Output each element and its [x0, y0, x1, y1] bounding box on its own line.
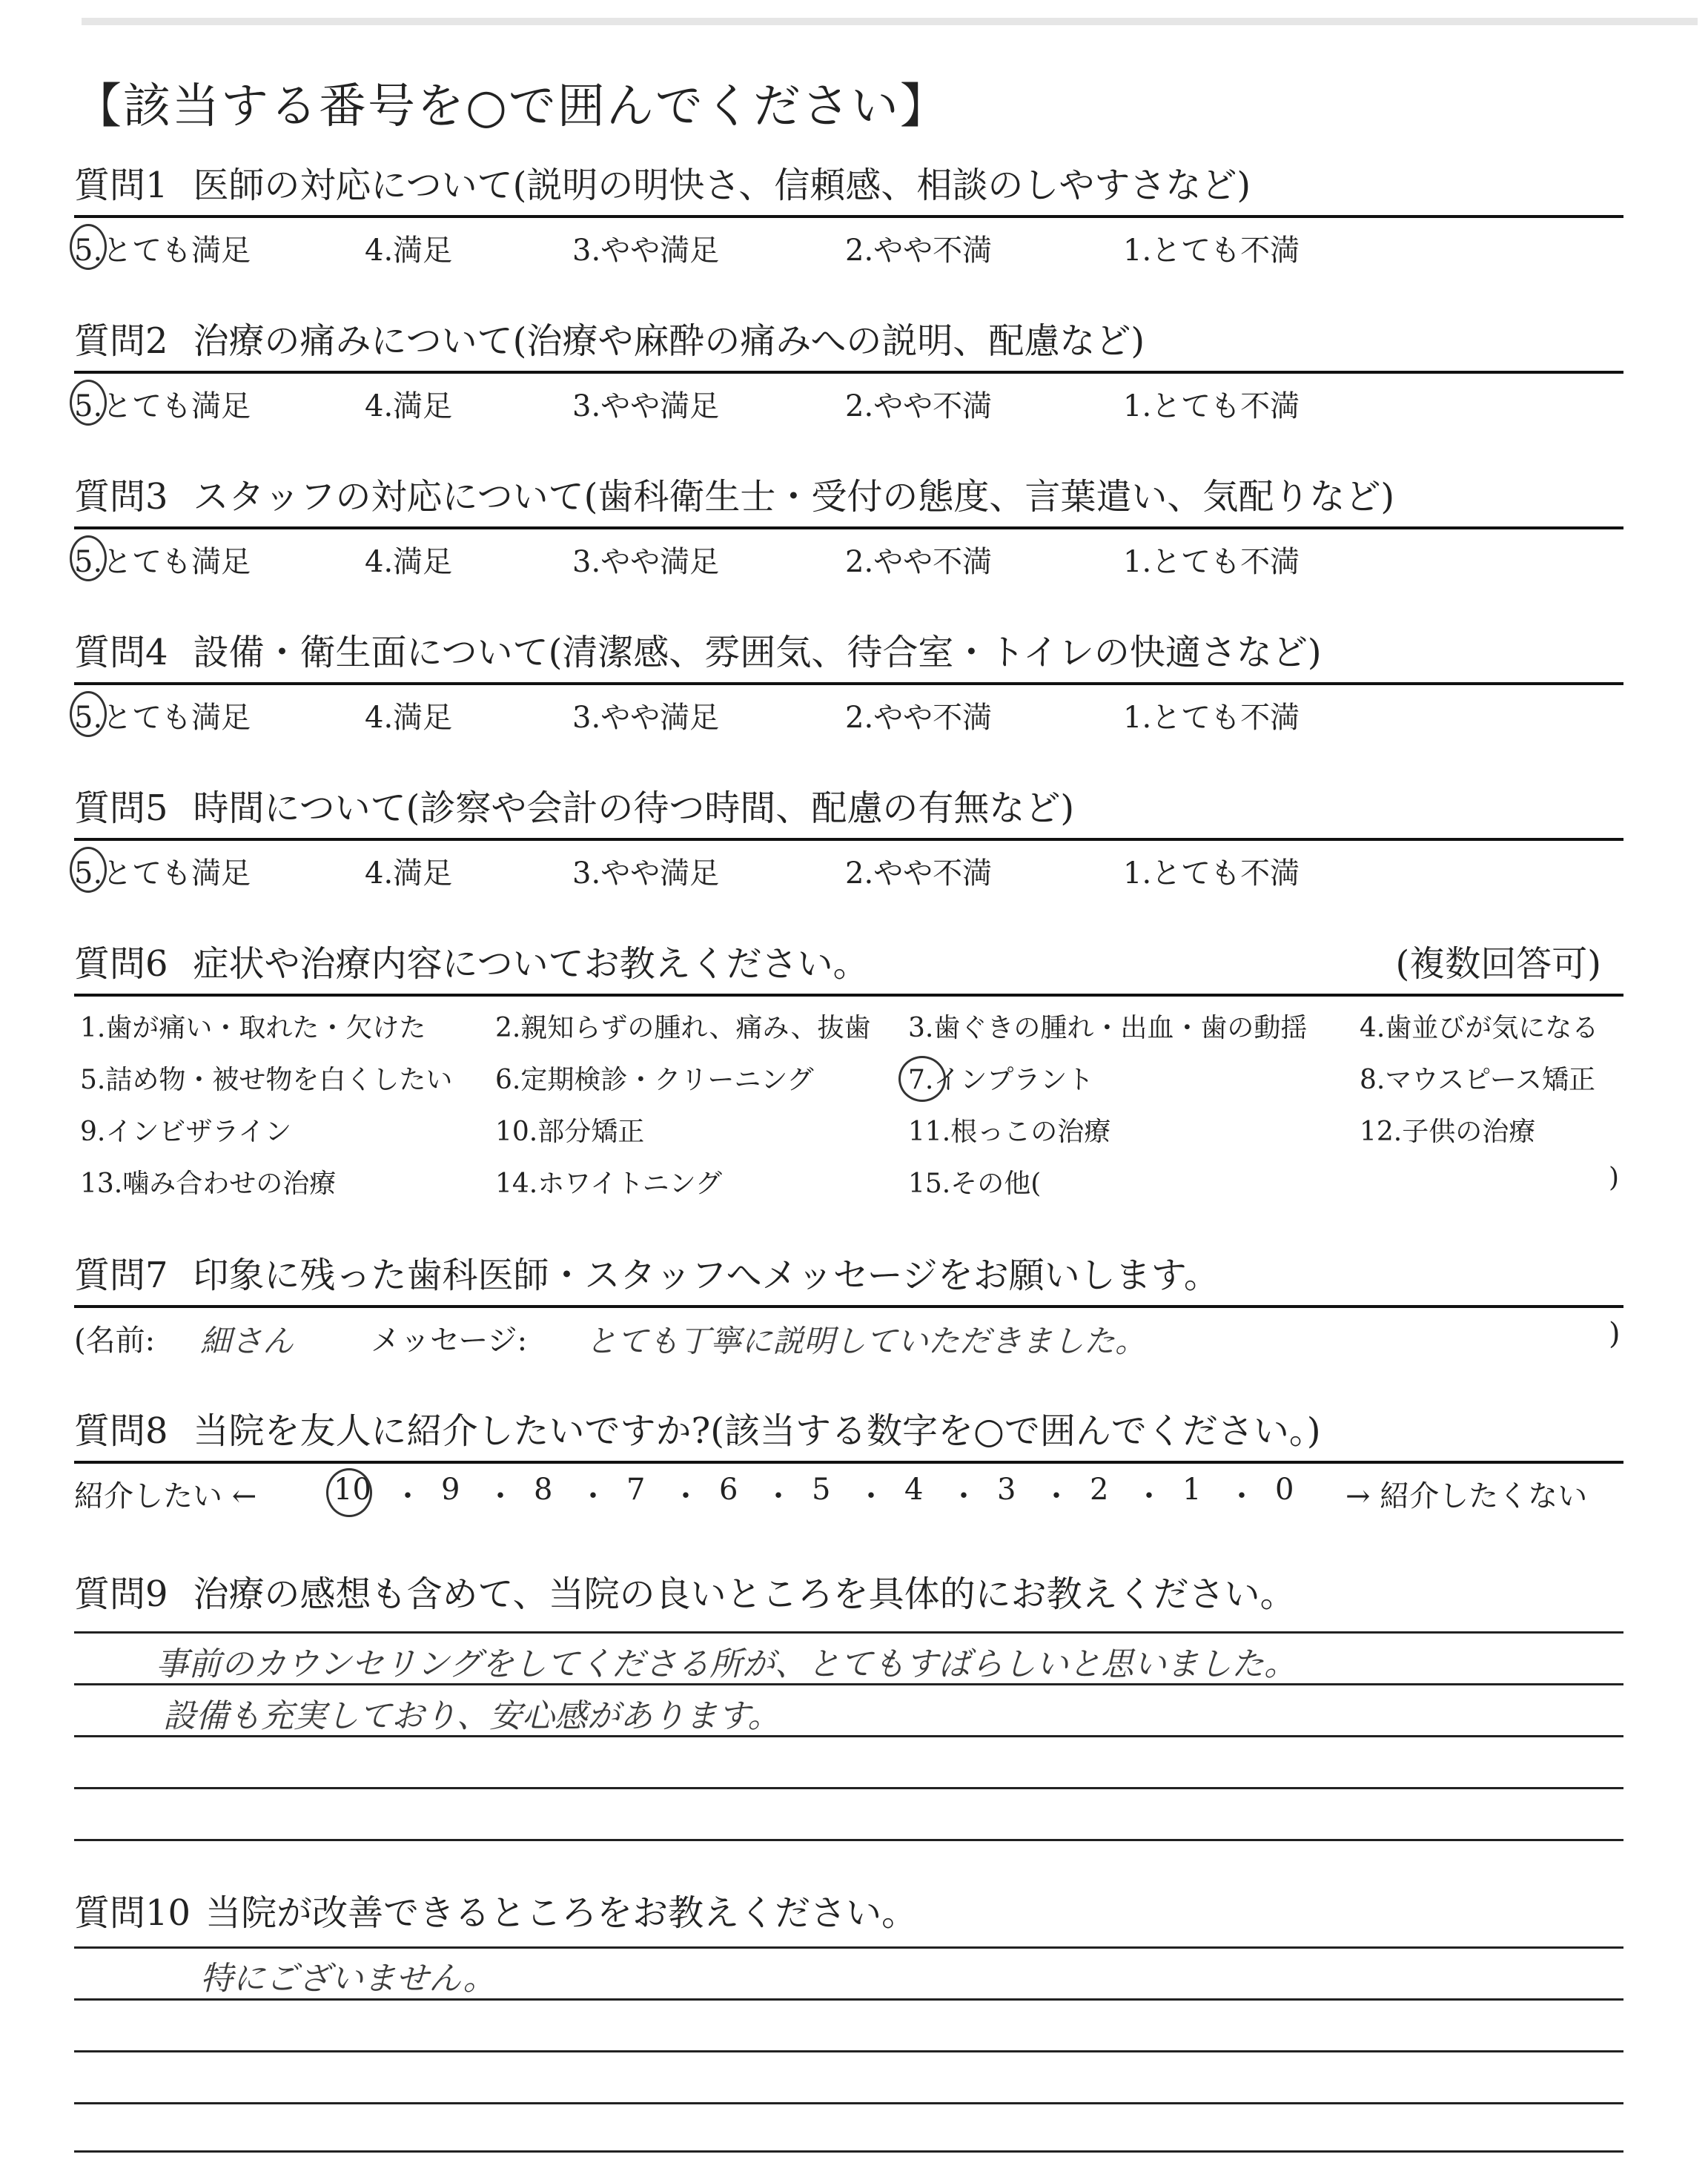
rating-options [74, 374, 1623, 426]
option-1[interactable]: 1.とても不満 [1123, 856, 1300, 891]
option-4[interactable]: 4.満足 [365, 545, 453, 579]
selection-circle [70, 847, 107, 893]
scale-8[interactable]: 8 [534, 1473, 553, 1507]
answer-line [74, 2102, 1623, 2104]
answer-line [74, 2150, 1623, 2153]
answer-text[interactable]: 特にございません。 [200, 1960, 496, 1998]
question-text: 時間について(診察や会計の待つ時間、配慮の有無など) [193, 787, 1075, 829]
option-3[interactable]: 3.やや満足 [572, 545, 720, 579]
question-number: 質問6 [74, 943, 168, 985]
question-number: 質問7 [74, 1255, 168, 1296]
question-title [74, 163, 1623, 218]
question-number: 質問2 [74, 320, 168, 362]
selection-circle [70, 224, 107, 270]
option-3[interactable]: 3.やや満足 [572, 389, 720, 423]
page-title: 【該当する番号を○で囲んでください】 [74, 79, 949, 134]
scale-separator: ・ [671, 1479, 701, 1513]
option-2[interactable]: 2.やや不満 [845, 389, 993, 423]
selection-circle [326, 1468, 372, 1517]
symptom-option[interactable]: 3.歯ぐきの腫れ・出血・歯の動揺 [908, 1013, 1308, 1043]
selection-circle [70, 535, 107, 581]
question-title [74, 1572, 1623, 1616]
question-title [74, 630, 1623, 685]
option-3[interactable]: 3.やや満足 [572, 856, 720, 891]
rating-options [74, 529, 1623, 581]
name-field[interactable]: 細さん [200, 1323, 294, 1359]
answer-line [74, 2050, 1623, 2052]
answer-text[interactable]: 事前のカウンセリングをしてくださる所が、とてもすばらしいと思いました。 [156, 1645, 1297, 1683]
symptom-option[interactable]: 7.インプラント [908, 1065, 1094, 1095]
option-1[interactable]: 1.とても不満 [1123, 389, 1300, 423]
question-title [74, 319, 1623, 374]
scale-1[interactable]: 1 [1182, 1473, 1202, 1507]
scale-6[interactable]: 6 [719, 1473, 738, 1507]
name-label: (名前: [74, 1324, 156, 1358]
question-text: スタッフの対応について(歯科衛生士・受付の態度、言葉遣い、気配りなど) [193, 476, 1395, 518]
question-title [74, 1409, 1623, 1464]
symptom-option[interactable]: 4.歯並びが気になる [1360, 1013, 1599, 1043]
answer-text[interactable]: 設備も充実しており、安心感があります。 [163, 1697, 781, 1735]
answer-line [74, 1839, 1623, 1841]
symptom-option[interactable]: 6.定期検診・クリーニング [495, 1065, 814, 1095]
scale-2[interactable]: 2 [1090, 1473, 1109, 1507]
option-3[interactable]: 3.やや満足 [572, 701, 720, 735]
option-4[interactable]: 4.満足 [365, 856, 453, 891]
question-6 [74, 942, 1623, 1199]
question-title [74, 475, 1623, 529]
question-7 [74, 1253, 1623, 1360]
question-5 [74, 786, 1623, 893]
question-number: 質問10 [74, 1892, 191, 1934]
question-text: 治療の痛みについて(治療や麻酔の痛みへの説明、配慮など) [193, 320, 1145, 362]
rating-options [74, 685, 1623, 737]
question-text: 設備・衛生面について(清潔感、雰囲気、待合室・トイレの快適さなど) [193, 632, 1322, 673]
question-text: 印象に残った歯科医師・スタッフへメッセージをお願いします。 [193, 1255, 1219, 1296]
symptom-option[interactable]: 1.歯が痛い・取れた・欠けた [80, 1013, 426, 1043]
question-text: 治療の感想も含めて、当院の良いところを具体的にお教えください。 [193, 1573, 1296, 1615]
scale-0[interactable]: 0 [1275, 1473, 1294, 1507]
question-title [74, 1253, 1623, 1308]
other-close-paren: ) [1609, 1163, 1620, 1193]
question-10 [74, 1891, 1623, 1935]
question-title [74, 942, 1623, 997]
question-text: 当院が改善できるところをお教えください。 [205, 1892, 918, 1934]
option-4[interactable]: 4.満足 [365, 234, 453, 268]
referral-scale [74, 1464, 1623, 1516]
question-3 [74, 475, 1623, 581]
question-number: 質問9 [74, 1573, 168, 1615]
question-1 [74, 163, 1623, 270]
scale-3[interactable]: 3 [997, 1473, 1016, 1507]
rating-options [74, 218, 1623, 270]
scale-5[interactable]: 5 [812, 1473, 831, 1507]
answer-line [74, 1946, 1623, 1949]
question-2 [74, 319, 1623, 426]
option-5[interactable]: 5.とても満足 [74, 701, 251, 735]
symptom-option[interactable]: 14.ホワイトニング [495, 1169, 723, 1199]
scale-separator: ・ [578, 1479, 608, 1513]
scale-separator: ・ [1042, 1479, 1071, 1513]
option-5[interactable]: 5.とても満足 [74, 856, 251, 891]
option-2[interactable]: 2.やや不満 [845, 701, 993, 735]
answer-line [74, 1787, 1623, 1789]
question-number: 質問8 [74, 1410, 168, 1452]
question-number: 質問3 [74, 476, 168, 518]
scale-left-label: 紹介したい ← [74, 1479, 257, 1513]
question-8 [74, 1409, 1623, 1516]
option-1[interactable]: 1.とても不満 [1123, 545, 1300, 579]
symptom-option[interactable]: 13.噛み合わせの治療 [80, 1169, 337, 1199]
scale-separator: ・ [486, 1479, 515, 1513]
scale-separator: ・ [764, 1479, 793, 1513]
scale-9[interactable]: 9 [441, 1473, 460, 1507]
message-label: メッセージ: [371, 1324, 528, 1358]
symptom-option[interactable]: 9.インビザライン [80, 1117, 292, 1147]
selection-circle [70, 691, 107, 737]
scale-separator: ・ [393, 1479, 423, 1513]
scale-4[interactable]: 4 [904, 1473, 924, 1507]
message-row [74, 1308, 1623, 1360]
scale-10[interactable]: 10 [334, 1473, 371, 1507]
answer-line [74, 1631, 1623, 1634]
option-2[interactable]: 2.やや不満 [845, 545, 993, 579]
question-number: 質問4 [74, 632, 168, 673]
question-title [74, 1891, 1623, 1935]
symptom-option[interactable]: 15.その他( [908, 1169, 1042, 1199]
rating-options [74, 841, 1623, 893]
message-field[interactable]: とても丁寧に説明していただきました。 [586, 1323, 1147, 1359]
question-text: 症状や治療内容についてお教えください。 [193, 943, 869, 985]
option-2[interactable]: 2.やや不満 [845, 856, 993, 891]
symptom-option[interactable]: 2.親知らずの腫れ、痛み、抜歯 [495, 1013, 871, 1043]
scale-separator: ・ [949, 1479, 979, 1513]
question-number: 質問5 [74, 787, 168, 829]
scale-7[interactable]: 7 [626, 1473, 646, 1507]
question-4 [74, 630, 1623, 737]
option-5[interactable]: 5.とても満足 [74, 234, 251, 268]
question-number: 質問1 [74, 165, 168, 206]
scale-right-label: → 紹介したくない [1345, 1479, 1588, 1513]
question-text: 当院を友人に紹介したいですか?(該当する数字を○で囲んでください。) [193, 1410, 1321, 1452]
symptom-option[interactable]: 8.マウスピース矯正 [1360, 1065, 1596, 1095]
option-3[interactable]: 3.やや満足 [572, 234, 720, 268]
question-9 [74, 1572, 1623, 1616]
option-1[interactable]: 1.とても不満 [1123, 234, 1300, 268]
selection-circle [898, 1056, 946, 1102]
option-1[interactable]: 1.とても不満 [1123, 701, 1300, 735]
symptom-option[interactable]: 11.根っこの治療 [908, 1117, 1111, 1147]
question-text: 医師の対応について(説明の明快さ、信頼感、相談のしやすさなど) [193, 165, 1251, 206]
selection-circle [70, 380, 107, 426]
option-5[interactable]: 5.とても満足 [74, 389, 251, 423]
option-2[interactable]: 2.やや不満 [845, 234, 993, 268]
option-4[interactable]: 4.満足 [365, 389, 453, 423]
scale-separator: ・ [1134, 1479, 1164, 1513]
question-title [74, 786, 1623, 841]
symptom-option[interactable]: 12.子供の治療 [1360, 1117, 1536, 1147]
multiple-answer-note: (複数回答可) [1395, 943, 1601, 985]
option-4[interactable]: 4.満足 [365, 701, 453, 735]
symptom-option[interactable]: 10.部分矯正 [495, 1117, 645, 1147]
option-5[interactable]: 5.とても満足 [74, 545, 251, 579]
scan-edge [82, 18, 1698, 25]
scale-separator: ・ [856, 1479, 886, 1513]
close-paren: ) [1609, 1317, 1621, 1351]
symptom-option[interactable]: 5.詰め物・被せ物を白くしたい [80, 1065, 453, 1095]
scale-separator: ・ [1227, 1479, 1257, 1513]
